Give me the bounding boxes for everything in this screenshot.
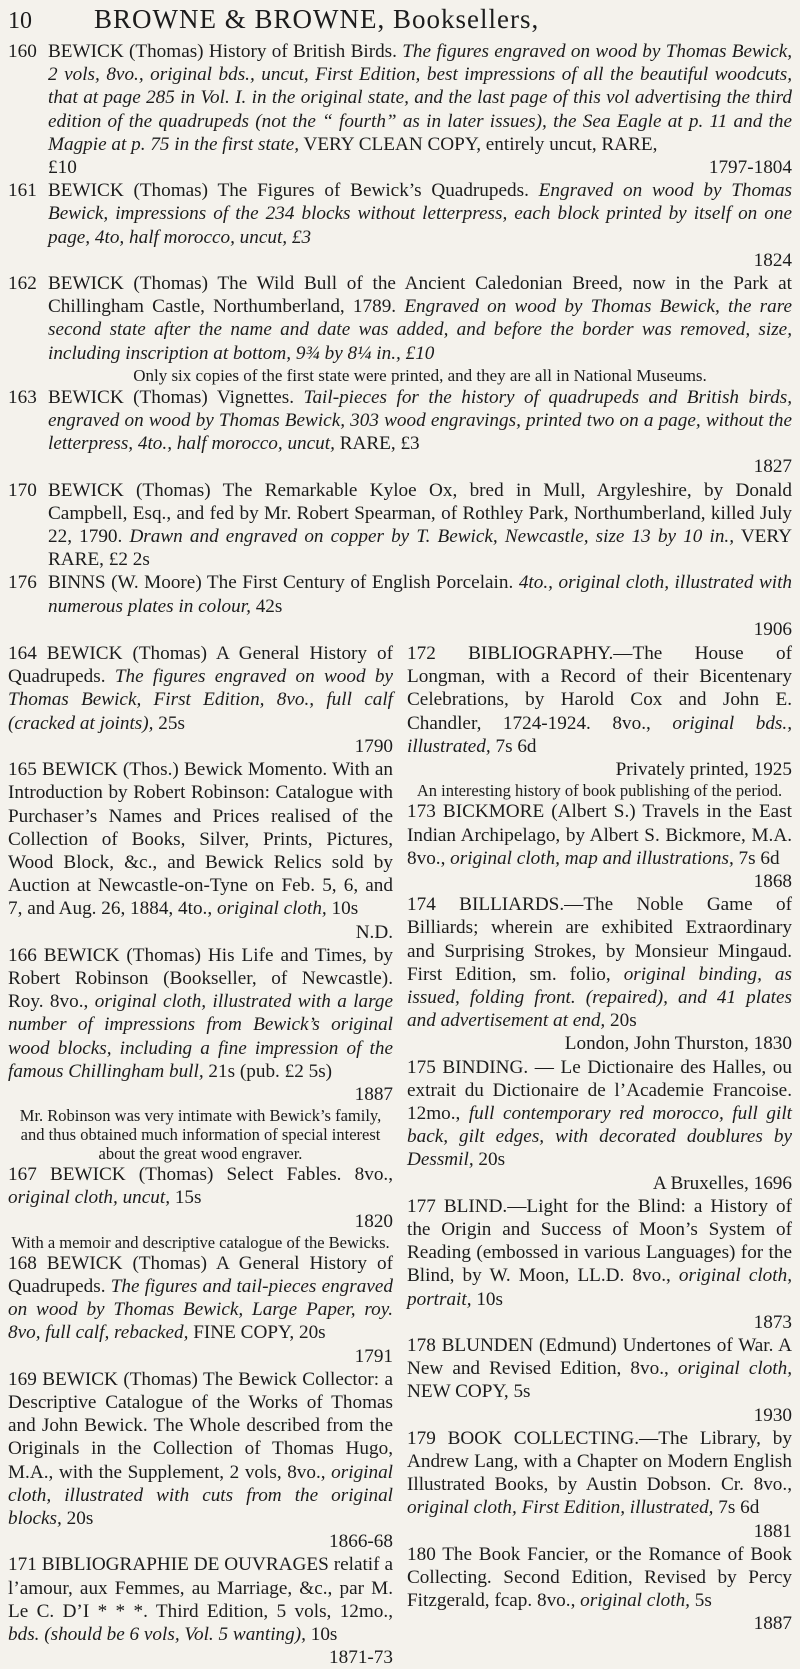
catalogue-entry (407, 1427, 792, 1543)
entry-number: 173 (407, 801, 436, 823)
entry-number: 168 (8, 1252, 37, 1274)
entry-price-line (48, 156, 792, 179)
entry-description: full contemporary red morocco, full gilt back, gilt edges, with decorated doublures by Dessmil, (407, 1102, 792, 1171)
entry-price: 5s (694, 1590, 712, 1612)
entry-title: BEWICK (Thos.) Bewick Momento. With an Introduction by Robert Robinson: Catalogue with Purchaser’s Names and Prices realised of the Collection of Books, Silver, Prints, Pictures, Wood Block, &c., and Bewick Relics sold by Auction at Newcastle-on-Tyne on Feb. 5, 6, and 7, and Aug. 26, 1884, 4to., (8, 759, 393, 920)
entry-description: original cloth, uncut, (8, 1187, 171, 1209)
entry-number: 175 (407, 1056, 436, 1078)
catalogue-entry (8, 1252, 393, 1368)
entry-price-line (48, 455, 792, 478)
entry-date: 1791 (354, 1345, 393, 1367)
entry-title: BLUNDEN (Edmund) Undertones of War. A New and Revised Edition, 8vo., (407, 1334, 792, 1380)
entry-description: original cloth, illustrated with cuts from the original blocks, (8, 1461, 394, 1529)
catalogue-entry (8, 179, 792, 272)
catalogue-entry (407, 1056, 792, 1195)
catalogue-entry (8, 571, 792, 641)
entry-note: Mr. Robinson was very intimate with Bewick’s family, and thus obtained much information of special interest about the great wood engraver. (19, 1106, 382, 1164)
entry-date: Privately printed, 1925 (615, 759, 792, 781)
entry-number: 171 (8, 1554, 37, 1576)
entry-description: Engraved on wood by Thomas Bewick, impressions of the 234 blocks without letterpress, each block printed by itself on one page, 4to, half morocco, uncut, £3 (48, 180, 793, 248)
catalogue-entry (8, 40, 792, 179)
entry-description: The figures and tail-pieces engraved on wood by Thomas Bewick, Large Paper, roy. 8vo, full calf, rebacked, (8, 1275, 393, 1344)
catalogue-entry (407, 642, 792, 781)
entry-title: BINDING. — Le Dictionaire des Halles, ou extrait du Dictionaire de l’Academie Francoise. 12mo., (407, 1056, 792, 1124)
entry-description: original cloth, illustrated with a large number of impressions from Bewick’s original wood blocks, including a fine impression of the famous Chillingham bull, (8, 991, 394, 1082)
entry-date: A Bruxelles, 1696 (652, 1172, 792, 1194)
catalogue-entry (8, 642, 393, 758)
entry-number: 169 (8, 1368, 37, 1390)
catalogue-entry (8, 386, 792, 479)
entry-number: 160 (8, 41, 37, 62)
entry-title: BEWICK (Thomas) Vignettes. (48, 386, 295, 408)
entry-body (48, 179, 792, 272)
entry-title: BEWICK (Thomas) Select Fables. 8vo., (49, 1164, 394, 1186)
entry-title: BEWICK (Thomas) History of British Birds. (48, 41, 397, 62)
entry-description: The figures engraved on wood by Thomas Bewick, First Edition, 8vo., full calf (cracked at joints), (8, 666, 394, 734)
entry-price: 7s 6d (495, 735, 537, 757)
entry-description: original cloth, map and illustrations, (450, 847, 734, 869)
entry-number: 162 (8, 273, 37, 295)
entry-description: Tail-pieces for the history of quadrupeds and British birds, engraved on wood by Thomas Bewick, 303 wood engravings, printed two on a page, without the letterpress, 4to., half morocco, uncut, (48, 386, 793, 455)
catalogue-entry (8, 1163, 393, 1233)
catalogue-entry (407, 1334, 792, 1427)
entry-price: £10 (48, 157, 77, 179)
right-column (407, 642, 792, 1669)
entry-price: 10s (310, 1624, 338, 1645)
entry-number: 161 (8, 180, 37, 202)
entry-price-note: RARE, £3 (339, 433, 420, 455)
catalogue-entry (407, 1195, 792, 1334)
page-header (8, 4, 792, 40)
entry-body (48, 386, 792, 479)
entry-date: London, John Thurston, 1830 (564, 1033, 792, 1055)
entry-description: original cloth, portrait, (407, 1265, 792, 1310)
entry-price-note: VERY CLEAN COPY, entirely uncut, RARE, (303, 133, 658, 155)
entry-note: Only six copies of the first state were printed, and they are all in National Museums. (133, 365, 707, 385)
entry-number: 166 (8, 944, 37, 966)
entry-price: 10s (476, 1288, 503, 1310)
entry-title: BEWICK (Thomas) A General History of Quadrupeds. (8, 1252, 394, 1297)
entry-title: BEWICK (Thomas) The Wild Bull of the Ancient Caledonian Breed, now in the Park at Chillingham Castle, Northumberland, 1789. (48, 273, 792, 318)
entry-date: 1887 (354, 1083, 393, 1105)
entry-description: bds. (should be 6 vols, Vol. 5 wanting), (8, 1624, 306, 1645)
entry-title: BLIND.—Light for the Blind: a History of the Origin and Success of Moon’s System of Reading (embossed in various Languages) for the Blind, by W. Moon, LL.D. 8vo., (407, 1195, 793, 1287)
entry-price-line (48, 249, 792, 272)
full-width-entries (8, 40, 792, 641)
entry-date: 1866-68 (329, 1531, 393, 1553)
entry-title: BICKMORE (Albert S.) Travels in the East Indian Archipelago, by Albert S. Bickmore, M.A. 8vo., (407, 801, 792, 869)
catalogue-entry (8, 944, 393, 1106)
entry-date: 1820 (354, 1210, 393, 1232)
entry-price: NEW COPY, 5s (407, 1381, 531, 1403)
catalogue-entry (8, 1368, 393, 1554)
entry-date: 1906 (753, 618, 792, 640)
entry-number: 167 (8, 1164, 37, 1186)
entry-title: BIBLIOGRAPHY.—The House of Longman, with a Record of their Bicentenary Celebrations, by Harold Cox and John E. Chandler, 1724-1924. 8vo., (407, 643, 793, 734)
entry-price-line (48, 618, 792, 641)
catalogue-entry (407, 893, 792, 1055)
entry-body (48, 272, 792, 365)
entry-title: BEWICK (Thomas) The Remarkable Kyloe Ox, bred in Mull, Argyleshire, by Donald Campbell, Esq., and fed by Mr. Robert Spearman, of Rothley Park, Northumberland, killed July 22, 1790. (48, 479, 792, 548)
entry-date: 1930 (753, 1404, 792, 1426)
entry-title: BEWICK (Thomas) His Life and Times, by Robert Robinson (Bookseller, of Newcastle). Roy. 8vo., (8, 944, 394, 1013)
entry-date: 1790 (354, 735, 393, 757)
entry-price: 7s 6d (738, 847, 780, 869)
entry-description: original bds., illustrated, (407, 712, 792, 757)
entry-price-note: VERY RARE, £2 2s (48, 526, 792, 571)
entry-date: 1873 (753, 1311, 792, 1333)
entry-body (48, 479, 792, 572)
entry-price: 7s 6d (718, 1497, 760, 1519)
entry-price-note: 42s (255, 595, 283, 617)
entry-description: 4to., original cloth, illustrated with numerous plates in colour, (48, 572, 793, 617)
entry-date: 1797-1804 (708, 157, 792, 179)
entry-title: BILLIARDS.—The Noble Game of Billiards; wherein are exhibited Extraordinary and Surprising Strokes, by Monsieur Mingaud. First Edition, sm. folio, (407, 894, 792, 985)
catalogue-entry (8, 758, 393, 944)
catalogue-entry (8, 272, 792, 365)
entry-title: BEWICK (Thomas) The Bewick Collector: a Descriptive Catalogue of the Works of Thomas and John Bewick. The Whole described from the Originals in the Collection of Thomas Hugo, M.A., with the Supplement, 2 vols, 8vo., (8, 1368, 393, 1483)
entry-description: Drawn and engraved on copper by T. Bewick, Newcastle, size 13 by 10 in., (129, 526, 735, 548)
entry-number: 179 (407, 1427, 436, 1449)
entry-number: 172 (407, 643, 436, 665)
entry-date: 1871-73 (329, 1647, 393, 1669)
entry-description: original cloth, (677, 1358, 793, 1380)
entry-date: 1827 (753, 456, 792, 478)
entry-date: 1881 (753, 1520, 792, 1542)
entry-number: 178 (407, 1334, 436, 1356)
entry-title: BEWICK (Thomas) A General History of Quadrupeds. (8, 643, 394, 688)
catalogue-entry (407, 1543, 792, 1636)
entry-number: 164 (8, 643, 37, 665)
catalogue-entry (407, 800, 792, 893)
entry-title: BIBLIOGRAPHIE DE OUVRAGES relatif a l’amour, aux Femmes, au Marriage, &c., par M. Le C. D’I * * *. Third Edition, 5 vols, 12mo., (8, 1554, 393, 1622)
entry-price: 20s (610, 1010, 637, 1032)
entry-description: original cloth, First Edition, illustrated, (407, 1497, 714, 1519)
catalogue-entry (8, 479, 792, 572)
entry-number: 176 (8, 572, 37, 594)
entry-note: An interesting history of book publishing of the period. (416, 781, 783, 801)
entry-date: 1824 (753, 249, 792, 271)
two-column-listing (8, 642, 792, 1669)
page-number: 10 (8, 8, 32, 34)
entry-price: 20s (66, 1507, 94, 1529)
entry-number: 177 (407, 1195, 436, 1217)
entry-title: BOOK COLLECTING.—The Library, by Andrew Lang, with a Chapter on Modern English Illustrated Books, by Austin Dobson. Cr. 8vo., (407, 1427, 792, 1496)
entry-number: 163 (8, 386, 37, 408)
entry-price: 15s (174, 1187, 202, 1209)
entry-number: 174 (407, 894, 436, 916)
entry-body (48, 571, 792, 641)
entry-price: FINE COPY, 20s (193, 1322, 326, 1344)
entry-price: 20s (478, 1149, 506, 1171)
entry-body (48, 40, 792, 179)
entry-number: 170 (8, 479, 37, 501)
left-column (8, 642, 393, 1669)
entry-number: 165 (8, 759, 37, 781)
entry-date: N.D. (355, 921, 393, 943)
entry-title: BINNS (W. Moore) The First Century of English Porcelain. (48, 572, 514, 594)
entry-date: 1868 (753, 870, 792, 892)
catalogue-entry (8, 1553, 393, 1669)
running-head: BROWNE & BROWNE, Booksellers, (94, 4, 540, 34)
entry-description: original cloth, (216, 898, 327, 920)
entry-date: 1887 (753, 1613, 792, 1635)
entry-price: 25s (158, 712, 185, 734)
entry-description: The figures engraved on wood by Thomas Bewick, 2 vols, 8vo., original bds., uncut, First Edition, best impressions of all the beautiful woodcuts, that at page 285 in Vol. I. in the original state, and the last page of this vol advertising the third edition of the quadrupeds (not the “ fourth” as in later issues), the Sea Eagle at p. 11 and the Magpie at p. 75 in the first state, (48, 41, 793, 155)
entry-description: original binding, as issued, folding front. (repaired), and 41 plates and advertisement at end, (407, 963, 792, 1032)
entry-note: With a memoir and descriptive catalogue of the Bewicks. (11, 1232, 390, 1252)
entry-price: 10s (331, 898, 359, 920)
entry-price: 21s (pub. £2 5s) (208, 1060, 333, 1082)
entry-description: Engraved on wood by Thomas Bewick, the rare second state after the name and date was added, and before the border was removed, size, including inscription at bottom, 9¾ by 8¼ in., £10 (48, 296, 793, 364)
entry-title: BEWICK (Thomas) The Figures of Bewick’s Quadrupeds. (48, 180, 529, 202)
entry-number: 180 (407, 1543, 436, 1565)
entry-title: The Book Fancier, or the Romance of Book Collecting. Second Edition, Revised by Percy Fitzgerald, fcap. 8vo., (407, 1543, 792, 1612)
entry-description: original cloth, (580, 1590, 690, 1612)
